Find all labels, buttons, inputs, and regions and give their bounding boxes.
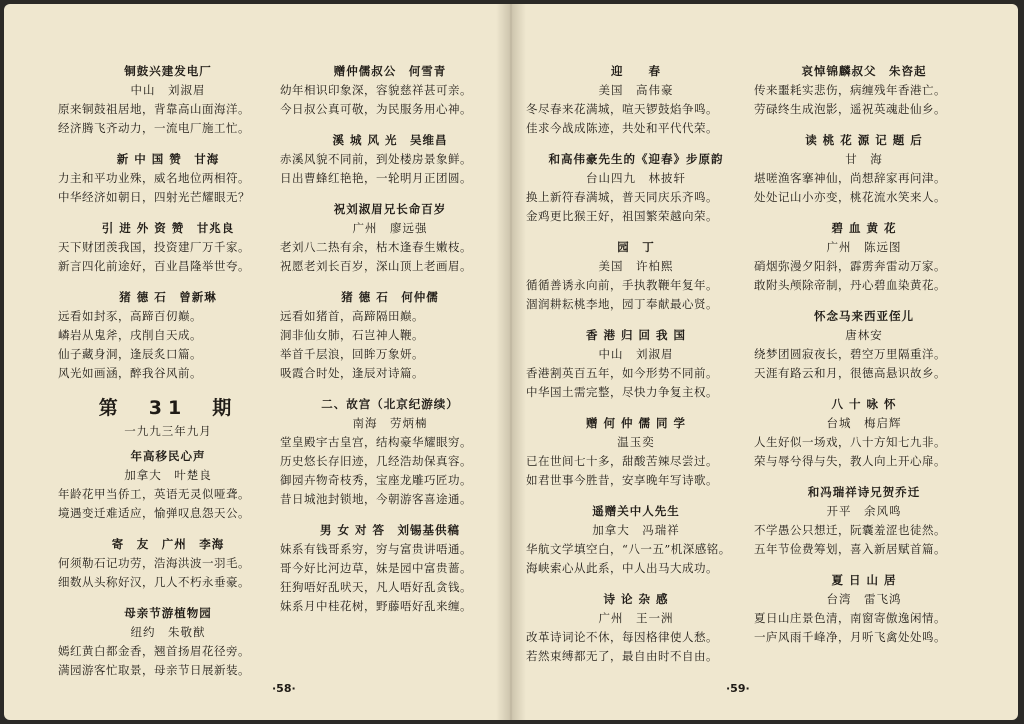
poem-title: 年高移民心声 [130,449,206,463]
poem-line: 夏日山庄景色清，南窗寄傲逸闲情。 [754,611,946,625]
left-column-1 [58,62,278,692]
poem-title: 香 港 归 回 我 国 [585,328,687,342]
poem-line: 今日叔公真可敬，为民服务用心神。 [280,102,472,116]
poem-title: 新 中 国 赞 甘海 [116,152,220,166]
right-page [510,4,1018,720]
poem [754,62,974,119]
poem-line: 原来铜鼓祖居地，背靠高山面海洋。 [58,102,250,116]
poem-author: 中山 刘淑眉 [130,83,206,97]
poem-line: 风光如画涵，醉我谷风前。 [58,366,202,380]
poem-line: 日出曹蜂红艳艳，一轮明月正团圆。 [280,171,472,185]
poem-title: 赠仲儒叔公 何雪青 [333,64,447,78]
poem [58,288,278,383]
poem-line: 吸霞合时处，逢辰对诗篇。 [280,366,424,380]
poem [58,604,278,680]
poem [280,131,500,188]
poem-line: 涸润耕耘桃李地，园丁奉献最心贤。 [526,297,718,311]
poem-title: 二、故宫（北京纪游续） [321,397,459,411]
page-number-right: ·59· [726,682,750,695]
poem [280,62,500,119]
poem-author: 美国 高伟豪 [598,83,674,97]
poem-line: 一庐风雨千峰净，月听飞禽处处鸣。 [754,630,946,644]
poem-author: 台湾 雷飞鸿 [826,592,902,606]
poem-author: 温玉奕 [617,435,655,449]
poem-author: 唐林安 [845,328,883,342]
poem [754,571,974,647]
poem [280,395,500,509]
poem-line: 远看如猪首，高蹄隔田巅。 [280,309,424,323]
poem-line: 妹系有钱哥系穷，穷与富贵讲唔通。 [280,542,472,556]
poem-line: 年龄花甲当侨工，英语无灵似哑聋。 [58,487,250,501]
poem-title: 诗 论 杂 感 [603,592,669,606]
poem [526,326,746,402]
poem-author: 广州 王一洲 [598,611,674,625]
poem-line: 天涯有路云和月，很德高悬识故乡。 [754,366,946,380]
issue-date: 一九九三年九月 [124,424,212,438]
poem-line: 经济腾飞齐动力，一流电厂施工忙。 [58,121,250,135]
poem-line: 敢附头颅除帝制，丹心碧血染黄花。 [754,278,946,292]
poem [526,414,746,490]
poem-line: 狂狗唔好乱吠天，凡人唔好乱贪钱。 [280,580,472,594]
poem-line: 祝愿老刘长百岁，深山顶上老画眉。 [280,259,472,273]
poem-line: 细数从头称好汉，几人不朽永垂豪。 [58,575,250,589]
poem [58,535,278,592]
poem-line: 满园游客忙取景，母亲节日展新装。 [58,663,250,677]
right-column-2 [754,62,974,659]
poem-line: 妹系月中桂花树，野藤唔好乱来缠。 [280,599,472,613]
poem [58,62,278,138]
issue-number: 第 31 期 [98,397,238,419]
poem [754,395,974,471]
poem-line: 历史悠长存旧迹，几经浩劫保真容。 [280,454,472,468]
poem-line: 昔日城池封锁地，今朝游客喜途通。 [280,492,472,506]
book-gutter [496,4,526,720]
poem-title: 遥赠关中人先生 [592,504,680,518]
poem-title: 夏 日 山 居 [831,573,897,587]
poem-title: 母亲节游植物园 [124,606,212,620]
poem-line: 循循善诱永向前，手执教鞭年复年。 [526,278,718,292]
poem [754,307,974,383]
poem-title: 猪 德 石 何仲儒 [341,290,439,304]
poem-line: 五年节俭费筹划，喜入新居赋首篇。 [754,542,946,556]
poem-title: 八 十 咏 怀 [831,397,897,411]
poem [526,238,746,314]
poem [58,150,278,207]
poem-line: 已在世间七十多，甜酸苦辣尽尝过。 [526,454,718,468]
poem-author: 加拿大 冯瑞祥 [592,523,680,537]
poem-line: 硝烟弥漫夕阳斜，霹雳奔雷动万家。 [754,259,946,273]
poem-title: 赠 何 仲 儒 同 学 [585,416,687,430]
poem-line: 传来噩耗实悲伤，病缠残年香港亡。 [754,83,946,97]
poem-author: 台城 梅启辉 [826,416,902,430]
poem-line: 若然束缚都无了，最自由时不自由。 [526,649,718,663]
poem-line: 老刘八二热有余，枯木逢春生嫩枝。 [280,240,472,254]
poem [58,219,278,276]
poem [754,131,974,207]
poem-author: 甘 海 [845,152,883,166]
poem-line: 佳求今战成陈迹，共处和平代代荣。 [526,121,718,135]
poem-line: 海峡索心从此系，中人出马大成功。 [526,561,718,575]
poem-line: 哥今好比河边草，妹是园中富贵蔷。 [280,561,472,575]
poem-line: 新言四化前途好，百业昌隆举世夸。 [58,259,250,273]
poem [58,447,278,523]
poem-line: 香港割英百五年，如今形势不同前。 [526,366,718,380]
poem-title: 和冯瑞祥诗兄贺乔迁 [807,485,921,499]
poem-line: 赤溪风貌不同前，到处楼房景象鲜。 [280,152,472,166]
poem-line: 力主和平功业殊，威名地位两相符。 [58,171,250,185]
poem-author: 南海 劳炳楠 [352,416,428,430]
poem-line: 华航文学填空白，“八一五”机深感铭。 [526,542,731,556]
right-column-1 [526,62,746,678]
poem-line: 仙子藏身洞，逢辰炙口篇。 [58,347,202,361]
poem-line: 堂皇殿宇古皇宫，结构豪华耀眼穷。 [280,435,472,449]
poem-line: 绕梦团圆寂夜长，碧空万里隔重洋。 [754,347,946,361]
poem-line: 荣与辱兮得与失，教人向上开心扉。 [754,454,946,468]
issue-heading [58,395,278,441]
poem-line: 金鸡更比猴王好，祖国繁荣越向荣。 [526,209,718,223]
poem [280,521,500,616]
poem [754,219,974,295]
poem [526,502,746,578]
poem-line: 不学愚公只想迁，阮囊羞涩也徒然。 [754,523,946,537]
poem-line: 举首千层浪，回眸万象妍。 [280,347,424,361]
poem-line: 境遇变迁难适应，愉弹叹息怨天公。 [58,506,250,520]
poem [280,288,500,383]
poem-title: 迎 春 [611,64,661,78]
poem-title: 怀念马来西亚侄儿 [814,309,914,323]
poem-line: 嫣红黄白都金香，翘首扬眉花径旁。 [58,644,250,658]
poem-author: 加拿大 叶楚良 [124,468,212,482]
poem-title: 读 桃 花 源 记 题 后 [805,133,923,147]
poem-author: 开平 余风鸣 [826,504,902,518]
poem-title: 猪 德 石 曾新琳 [119,290,217,304]
poem-title: 哀悼锦麟叔父 朱咨起 [801,64,927,78]
poem-author: 中山 刘淑眉 [598,347,674,361]
poem-author: 纽约 朱敬猷 [130,625,206,639]
left-page [4,4,510,720]
poem-line: 改革诗词论不休，每因格律使人愁。 [526,630,718,644]
poem-title: 寄 友 广州 李海 [111,537,225,551]
poem-line: 何须勒石记功劳，浩海洪波一羽毛。 [58,556,250,570]
poem-line: 堪嗟渔客搴神仙，尚想辞家再问津。 [754,171,946,185]
poem [526,150,746,226]
poem-author: 台山四九 林披轩 [586,171,686,185]
poem-author: 美国 许柏熙 [598,259,674,273]
poem-title: 和高伟豪先生的《迎春》步原韵 [548,152,724,166]
poem-title: 园 丁 [617,240,655,254]
poem-line: 中华国土需完整，尽快力争复主权。 [526,385,718,399]
poem [526,590,746,666]
poem-line: 嶙岩从鬼斧，戌削自天成。 [58,328,202,342]
poem [754,483,974,559]
poem-title: 祝刘淑眉兄长命百岁 [333,202,447,216]
poem-line: 洞非仙女肺，石岂神人鞭。 [280,328,424,342]
poem-author: 广州 陈远图 [826,240,902,254]
poem-title: 引 进 外 资 赞 甘兆良 [101,221,235,235]
poem [526,62,746,138]
poem-line: 劳碌终生成泡影，遥祝英魂赴仙乡。 [754,102,946,116]
poem-title: 碧 血 黄 花 [831,221,897,235]
page-number-left: ·58· [272,682,296,695]
poem-line: 中华经济如朝日，四射光芒耀眼无？ [58,190,250,204]
poem-line: 幼年相识印象深，容貌慈祥甚可亲。 [280,83,472,97]
left-column-2 [280,62,500,628]
poem [280,200,500,276]
poem-line: 天下财团羡我国，投资建厂万千家。 [58,240,250,254]
poem-author: 广州 廖远强 [352,221,428,235]
poem-title: 溪 城 风 光 吴维昌 [332,133,448,147]
poem-line: 处处记山小亦变，桃花流水笑来人。 [754,190,946,204]
poem-title: 铜鼓兴建发电厂 [124,64,212,78]
poem-line: 换上新符春满城，普天同庆乐齐鸣。 [526,190,718,204]
poem-line: 人生好似一场戏，八十方知七九非。 [754,435,946,449]
poem-line: 冬尽春来花满城，喧天锣鼓焰争鸣。 [526,102,718,116]
poem-line: 御园卉物奇枝秀，宝座龙雕巧匠功。 [280,473,472,487]
poem-line: 如君世事今胜昔，安享晚年写诗歌。 [526,473,718,487]
poem-line: 远看如封豕，高蹄百仞巅。 [58,309,202,323]
poem-title: 男 女 对 答 刘锡基供稿 [319,523,460,537]
